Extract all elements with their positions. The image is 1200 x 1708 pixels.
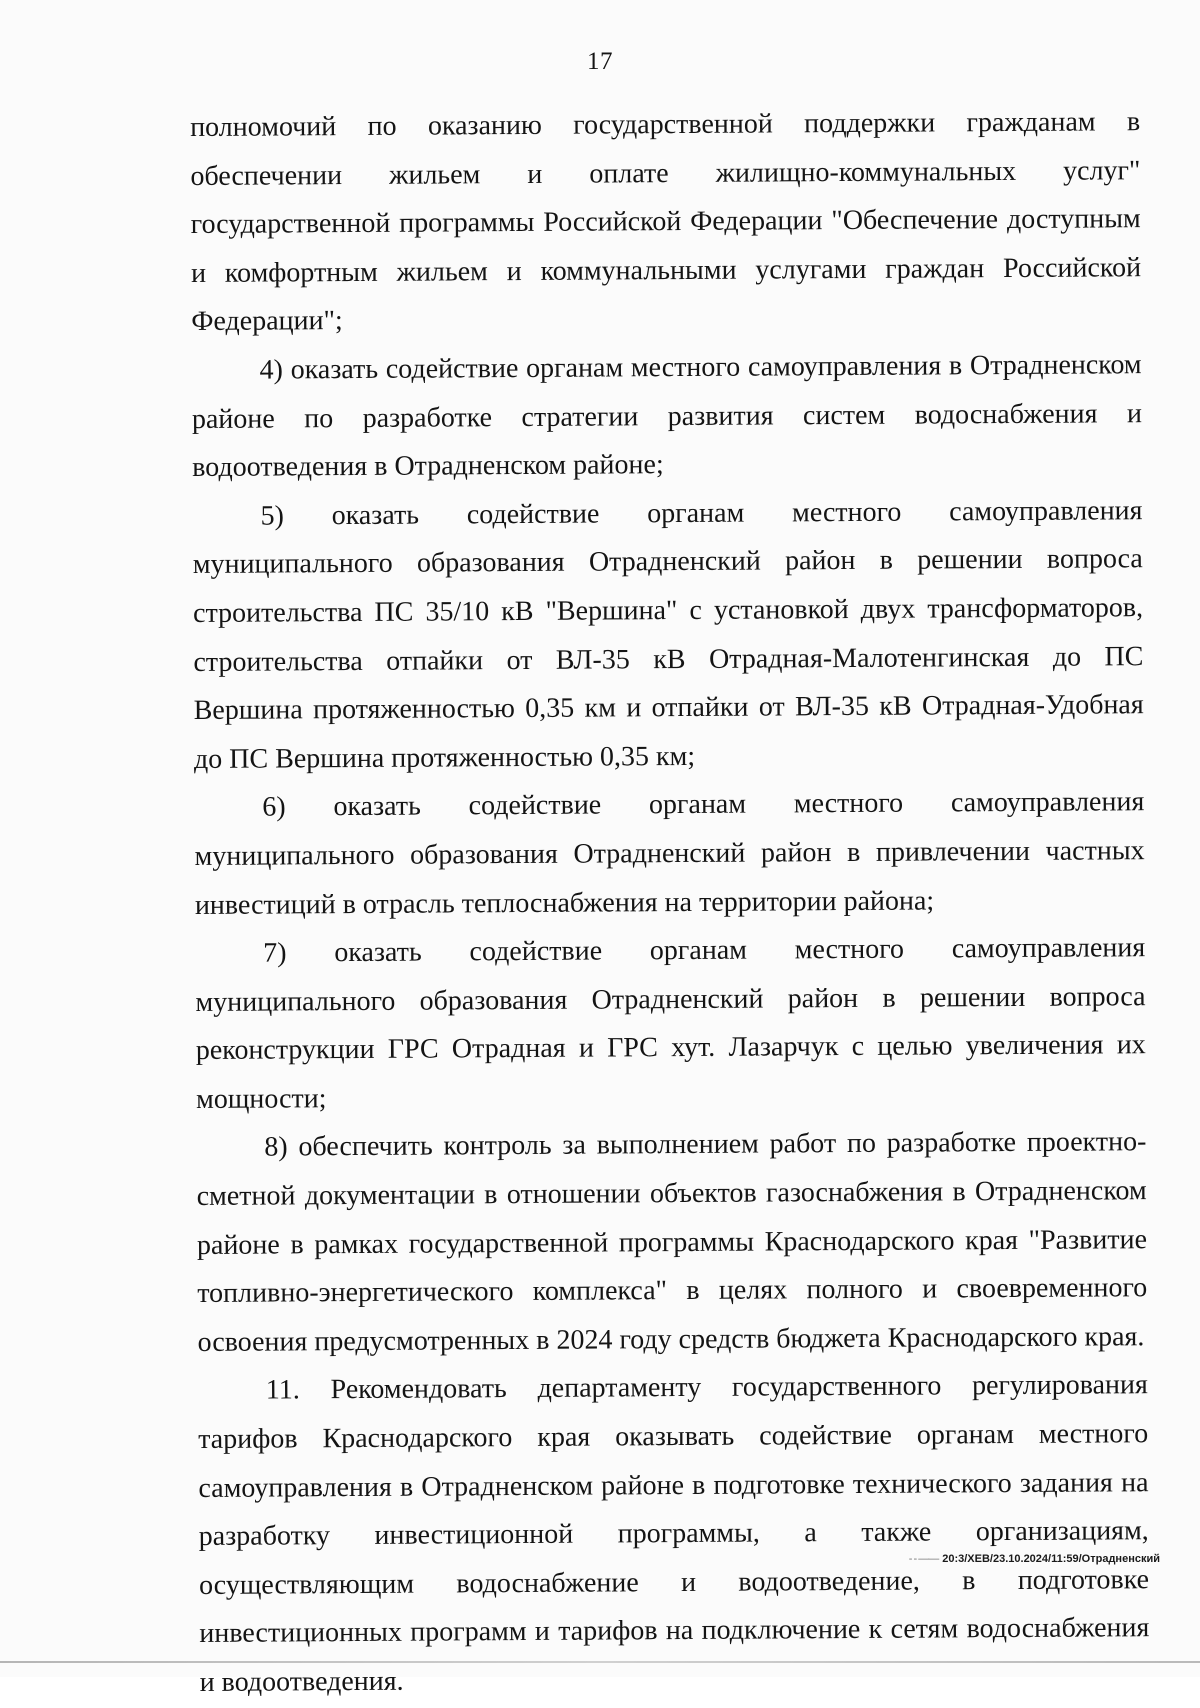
paragraph-item-5: 5) оказать содействие органам местного самоуправления муниципального образования Отрадненский район в решении вопроса строительства ПС 35/10 кВ "Вершина" с установкой двух трансформаторов, строительства отпайки от ВЛ-35 кВ Отрадная-Малотенгинская до ПС Вершина протяженностью 0,35 км и отпайки от ВЛ-35 кВ Отрадная-Удобная до ПС Вершина протяженностью 0,35 км;: [192, 494, 1144, 775]
paragraph-item-4: 4) оказать содействие органам местного самоуправления в Отрадненском районе по разработке стратегии развития систем водоснабжения и водоотведения в Отрадненском районе;: [191, 349, 1143, 484]
document-body: [190, 98, 1150, 1707]
page-number: 17: [587, 48, 613, 75]
stamp-text: 20:3/ХЕВ/23.10.2024/11:59/Отрадненский: [942, 1553, 1160, 1565]
paragraph-item-8: 8) обеспечить контроль за выполнением работ по разработке проектно-сметной документации в отношении объектов газоснабжения в Отрадненском районе в рамках государственной программы Краснодарского края "Развитие топливно-энергетического комплекса" в целях полного и своевременного освоения предусмотренных в 2024 году средств бюджета Краснодарского края.: [196, 1126, 1148, 1358]
paragraph-section-11: 11. Рекомендовать департаменту государственного регулирования тарифов Краснодарского края оказывать содействие органам местного самоуправления в Отрадненском районе в подготовке технического задания на разработку инвестиционной программы, а также организациям, осуществляющим водоснабжение и водоотведение, в подготовке инвестиционных программ и тарифов на подключение к сетям водоснабжения и водоотведения.: [198, 1369, 1150, 1698]
stamp-dash-line: - - ——: [908, 1553, 939, 1565]
paragraph-continuation: полномочий по оказанию государственной поддержки гражданам в обеспечении жильем и оплате жилищно-коммунальных услуг" государственной программы Российской Федерации "Обеспечение доступным и комфортным жильем и коммунальными услугами граждан Российской Федерации";: [190, 106, 1142, 338]
paragraph-item-7: 7) оказать содействие органам местного самоуправления муниципального образования Отрадненский район в решении вопроса реконструкции ГРС Отрадная и ГРС хут. Лазарчук с целью увеличения их мощности;: [195, 932, 1146, 1115]
scan-edge-line: [0, 1661, 1200, 1663]
footer-registration-stamp: [909, 1553, 1160, 1565]
paragraph-item-6: 6) оказать содействие органам местного самоуправления муниципального образования Отрадненский район в привлечении частных инвестиций в отрасль теплоснабжения на территории района;: [194, 786, 1145, 921]
